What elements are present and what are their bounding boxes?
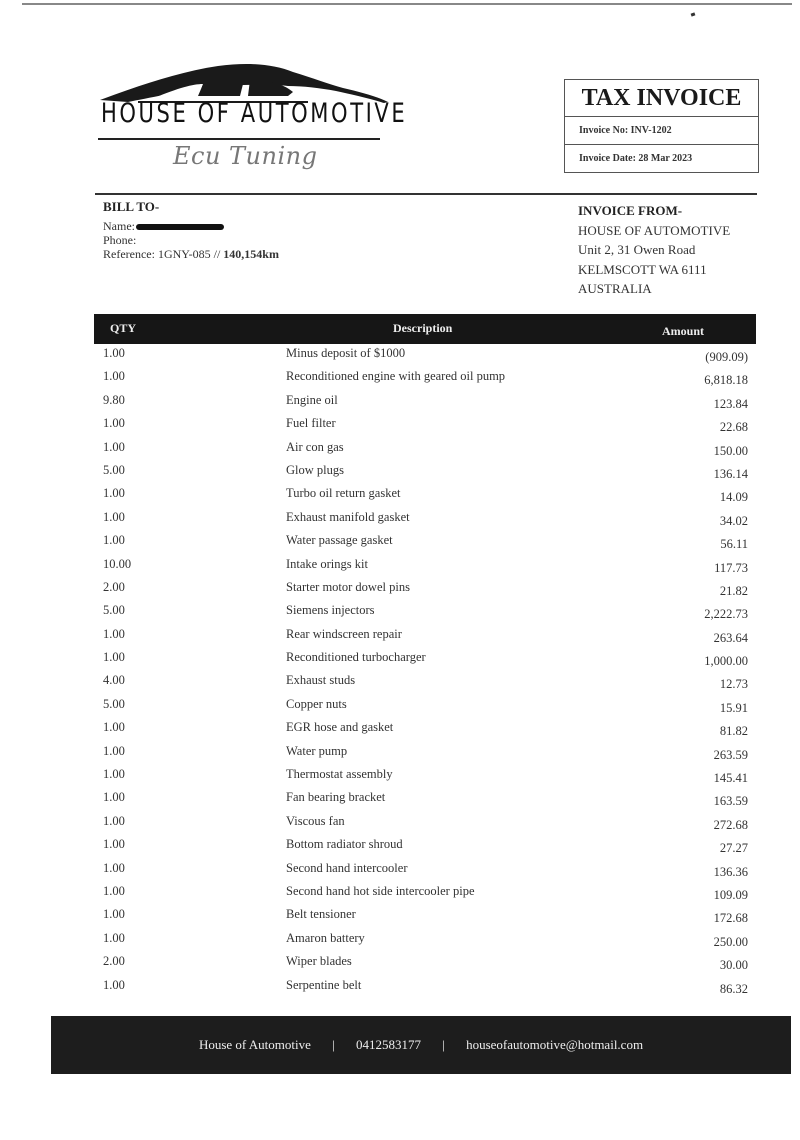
row-amount: 250.00 bbox=[713, 934, 748, 949]
row-qty: 1.00 bbox=[103, 767, 125, 782]
footer-separator: | bbox=[332, 1037, 335, 1052]
row-qty: 1.00 bbox=[103, 720, 125, 735]
row-qty: 9.80 bbox=[103, 392, 125, 407]
row-description: Amaron battery bbox=[286, 930, 365, 945]
phone-label: Phone: bbox=[103, 233, 137, 247]
footer-bar bbox=[51, 1016, 791, 1074]
table-row bbox=[94, 414, 756, 437]
row-qty: 1.00 bbox=[103, 486, 125, 501]
row-description: Starter motor dowel pins bbox=[286, 579, 410, 594]
row-description: Second hand intercooler bbox=[286, 860, 408, 875]
row-qty: 1.00 bbox=[103, 626, 125, 641]
from-company: HOUSE OF AUTOMOTIVE bbox=[578, 222, 731, 238]
row-qty: 4.00 bbox=[103, 673, 125, 688]
row-amount: 81.82 bbox=[719, 724, 748, 739]
table-row bbox=[94, 671, 756, 694]
row-qty: 1.00 bbox=[103, 977, 125, 992]
row-description: Air con gas bbox=[286, 439, 344, 454]
row-qty: 1.00 bbox=[103, 837, 125, 852]
row-amount: 109.09 bbox=[713, 887, 748, 902]
invoice-from-section bbox=[578, 201, 730, 299]
row-description: Siemens injectors bbox=[286, 603, 375, 618]
table-header bbox=[94, 314, 756, 344]
tax-invoice-box bbox=[564, 79, 759, 173]
table-row bbox=[94, 391, 756, 414]
row-qty: 1.00 bbox=[103, 416, 125, 431]
row-description: Belt tensioner bbox=[286, 907, 356, 922]
row-qty: 5.00 bbox=[103, 603, 125, 618]
row-amount: (909.09) bbox=[705, 350, 748, 364]
row-description: EGR hose and gasket bbox=[286, 720, 394, 735]
table-row bbox=[94, 929, 756, 952]
table-row bbox=[94, 484, 756, 507]
table-row bbox=[94, 531, 756, 554]
row-amount: 30.00 bbox=[719, 958, 748, 973]
row-description: Second hand hot side intercooler pipe bbox=[286, 883, 475, 898]
row-description: Bottom radiator shroud bbox=[286, 837, 403, 852]
bill-to-name bbox=[103, 219, 279, 233]
row-qty: 2.00 bbox=[103, 954, 125, 969]
row-amount: 27.27 bbox=[719, 841, 748, 856]
row-amount: 123.84 bbox=[713, 396, 748, 411]
row-qty: 1.00 bbox=[103, 439, 125, 454]
row-amount: 34.02 bbox=[719, 513, 748, 528]
row-qty: 1.00 bbox=[103, 743, 125, 758]
row-amount: 163.59 bbox=[713, 794, 748, 809]
invoice-date: Invoice Date: 28 Mar 2023 bbox=[579, 153, 693, 164]
footer-separator: | bbox=[442, 1037, 445, 1052]
table-row bbox=[94, 765, 756, 788]
brand-underline bbox=[98, 138, 380, 140]
row-qty: 1.00 bbox=[103, 533, 125, 548]
row-amount: 136.14 bbox=[713, 466, 748, 481]
table-row bbox=[94, 648, 756, 671]
table-row bbox=[94, 905, 756, 928]
table-row bbox=[94, 555, 756, 578]
row-amount: 21.82 bbox=[719, 583, 748, 598]
table-row bbox=[94, 976, 756, 999]
table-row bbox=[94, 578, 756, 601]
row-description: Reconditioned engine with geared oil pump bbox=[286, 369, 506, 384]
from-street: Unit 2, 31 Owen Road bbox=[578, 242, 696, 257]
table-row bbox=[94, 952, 756, 975]
table-row bbox=[94, 835, 756, 858]
row-description: Fan bearing bracket bbox=[286, 790, 386, 805]
table-row bbox=[94, 438, 756, 461]
table-row bbox=[94, 601, 756, 624]
row-amount: 6,818.18 bbox=[704, 373, 748, 388]
row-description: Viscous fan bbox=[286, 813, 345, 828]
table-row bbox=[94, 695, 756, 718]
table-row bbox=[94, 625, 756, 648]
line-items-table bbox=[94, 344, 756, 999]
row-amount: 117.73 bbox=[714, 560, 748, 575]
table-row bbox=[94, 461, 756, 484]
row-amount: 136.36 bbox=[713, 864, 748, 879]
brand-name: HOUSE OF AUTOMOTIVE bbox=[101, 98, 408, 129]
row-amount: 12.73 bbox=[719, 677, 748, 692]
row-amount: 86.32 bbox=[719, 981, 748, 996]
table-row bbox=[94, 859, 756, 882]
row-amount: 150.00 bbox=[713, 443, 748, 458]
company-logo bbox=[98, 58, 408, 188]
table-row bbox=[94, 812, 756, 835]
row-amount: 2,222.73 bbox=[704, 607, 748, 622]
invoice-title: TAX INVOICE bbox=[565, 80, 758, 117]
row-amount: 145.41 bbox=[713, 771, 748, 786]
row-description: Minus deposit of $1000 bbox=[286, 346, 406, 360]
footer-company: House of Automotive bbox=[198, 1037, 311, 1052]
table-row bbox=[94, 344, 756, 367]
row-qty: 2.00 bbox=[103, 579, 125, 594]
redacted-name bbox=[136, 224, 224, 230]
scan-speck bbox=[691, 12, 696, 16]
row-qty: 1.00 bbox=[103, 907, 125, 922]
reference-label: Reference: 1GNY-085 // bbox=[103, 247, 224, 261]
row-amount: 56.11 bbox=[720, 537, 748, 552]
column-header-description: Description bbox=[393, 321, 453, 335]
invoice-from-title: INVOICE FROM- bbox=[578, 203, 683, 218]
row-description: Engine oil bbox=[286, 392, 338, 407]
bill-to-section bbox=[103, 200, 279, 261]
tagline: Ecu Tuning bbox=[173, 142, 318, 170]
row-description: Intake orings kit bbox=[286, 556, 368, 571]
row-amount: 172.68 bbox=[713, 911, 748, 926]
row-qty: 1.00 bbox=[103, 650, 125, 665]
column-header-qty: QTY bbox=[110, 321, 137, 335]
row-description: Fuel filter bbox=[286, 416, 336, 431]
row-qty: 1.00 bbox=[103, 883, 125, 898]
row-description: Copper nuts bbox=[286, 696, 347, 711]
row-amount: 14.09 bbox=[719, 490, 748, 505]
row-description: Exhaust studs bbox=[286, 673, 356, 688]
table-row bbox=[94, 742, 756, 765]
row-qty: 1.00 bbox=[103, 930, 125, 945]
footer-phone: 0412583177 bbox=[355, 1037, 421, 1052]
row-qty: 1.00 bbox=[103, 369, 125, 384]
row-qty: 1.00 bbox=[103, 509, 125, 524]
table-row bbox=[94, 788, 756, 811]
row-qty: 1.00 bbox=[103, 346, 125, 360]
row-amount: 22.68 bbox=[719, 420, 748, 435]
row-amount: 263.64 bbox=[713, 630, 748, 645]
row-description: Glow plugs bbox=[286, 462, 344, 477]
bill-to-reference bbox=[103, 247, 279, 261]
header-divider bbox=[95, 193, 757, 195]
row-qty: 1.00 bbox=[103, 790, 125, 805]
table-row bbox=[94, 882, 756, 905]
row-amount: 263.59 bbox=[713, 747, 748, 762]
row-description: Water passage gasket bbox=[286, 533, 393, 548]
row-qty: 5.00 bbox=[103, 696, 125, 711]
table-row bbox=[94, 718, 756, 741]
row-qty: 5.00 bbox=[103, 462, 125, 477]
row-description: Water pump bbox=[286, 743, 348, 758]
bill-to-title: BILL TO- bbox=[103, 199, 160, 214]
name-label: Name: bbox=[103, 219, 135, 233]
from-country: AUSTRALIA bbox=[578, 281, 652, 296]
row-description: Exhaust manifold gasket bbox=[286, 509, 410, 524]
footer-email: houseofautomotive@hotmail.com bbox=[466, 1037, 644, 1052]
row-description: Thermostat assembly bbox=[286, 767, 393, 782]
from-suburb: KELMSCOTT WA 6111 bbox=[578, 261, 707, 277]
table-row bbox=[94, 508, 756, 531]
invoice-number: Invoice No: INV-1202 bbox=[565, 117, 758, 145]
row-description: Wiper blades bbox=[286, 954, 352, 969]
column-header-amount: Amount bbox=[662, 324, 705, 338]
row-amount: 1,000.00 bbox=[704, 654, 748, 669]
row-description: Serpentine belt bbox=[286, 977, 362, 992]
row-amount: 15.91 bbox=[719, 700, 748, 715]
row-description: Reconditioned turbocharger bbox=[286, 650, 426, 665]
row-description: Turbo oil return gasket bbox=[286, 486, 401, 501]
row-description: Rear windscreen repair bbox=[286, 626, 402, 641]
row-qty: 1.00 bbox=[103, 813, 125, 828]
row-qty: 1.00 bbox=[103, 860, 125, 875]
reference-odometer: 140,154km bbox=[223, 247, 279, 261]
row-amount: 272.68 bbox=[713, 817, 748, 832]
top-scan-rule bbox=[22, 3, 792, 5]
row-qty: 10.00 bbox=[103, 556, 132, 571]
table-row bbox=[94, 367, 756, 390]
